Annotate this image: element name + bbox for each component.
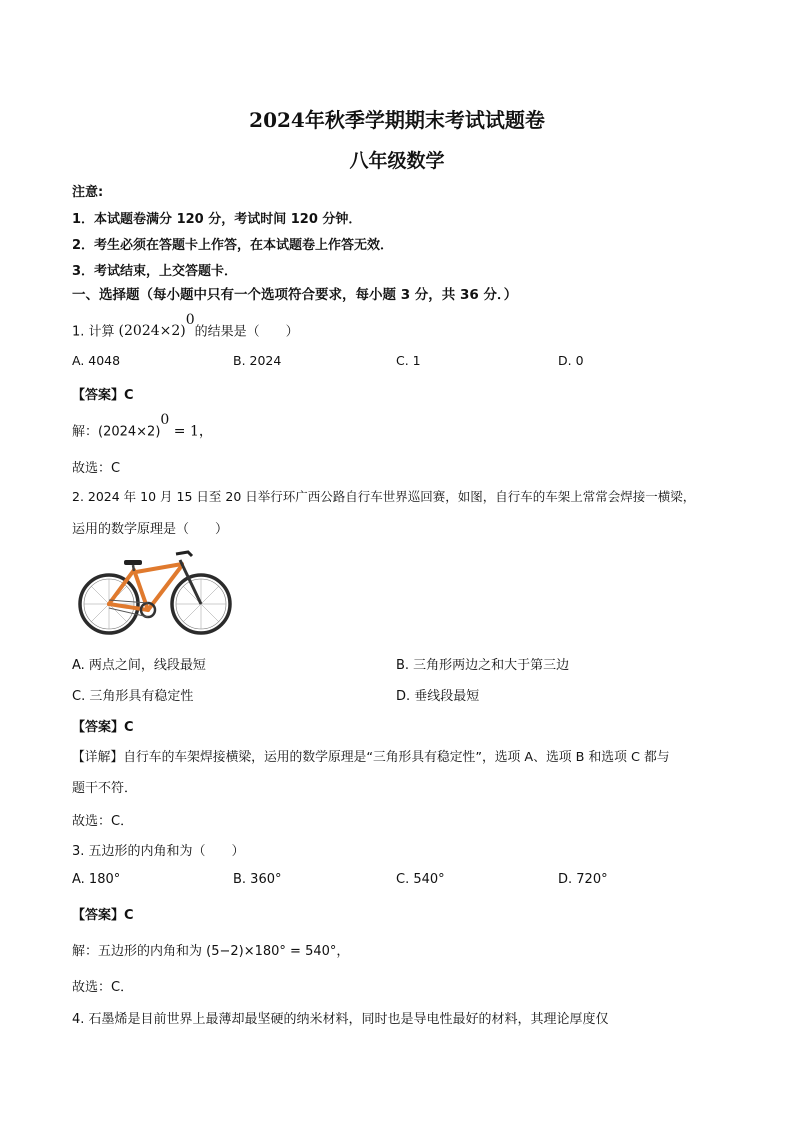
section-heading: 一、选择题（每小题中只有一个选项符合要求，每小题 3 分，共 36 分．） [72,287,518,303]
q1-option-b: B. 2024 [233,353,282,368]
notice-item-1: 1．本试题卷满分 120 分，考试时间 120 分钟． [72,212,362,227]
q3-choose: 故选：C． [72,980,134,995]
q2-option-d: D. 垂线段最短 [396,689,480,704]
q1-solution-text: 解：(2024×2) [72,424,161,440]
q1-option-d: D. 0 [558,353,584,368]
q2-answer: 【答案】C [72,720,134,735]
q1-solution [72,412,213,440]
q2-option-c: C. 三角形具有稳定性 [72,689,194,704]
q1-choose: 故选：C [72,461,121,476]
q2-detail-line1: 【详解】自行车的车架焊接横梁，运用的数学原理是“三角形具有稳定性”，选项 A、选项 B 和选项 C 都与 [72,750,670,765]
q3-option-b: B. 360° [233,872,282,887]
q1-option-c: C. 1 [396,353,421,368]
q1-solution-result: = 1， [169,423,213,440]
notice-heading: 注意: [72,185,104,200]
notice-item-3: 3．考试结束，上交答题卡． [72,264,238,279]
q3-option-c: C. 540° [396,872,445,887]
q1-answer: 【答案】C [72,388,134,403]
seat-post [133,565,134,571]
q1-prefix: 1. 计算 [72,324,115,340]
q4-stem: 4. 石墨烯是目前世界上最薄却最坚硬的纳米材料，同时也是导电性最好的材料，其理论厚度仅 [72,1012,609,1027]
page-title: 2024年秋季学期期末考试试题卷 [249,108,545,132]
q3-stem: 3. 五边形的内角和为（ ） [72,844,245,859]
q2-detail-line2: 题干不符． [72,781,138,796]
question-1 [72,312,299,340]
q2-option-b: B. 三角形两边之和大于第三边 [396,658,570,673]
q1-option-a: A. 4048 [72,353,121,368]
bicycle-image [76,546,232,636]
q3-option-d: D. 720° [558,872,608,887]
q3-solution: 解：五边形的内角和为 (5−2)×180° = 540°， [72,944,350,959]
q2-stem-line2: 运用的数学原理是（ ） [72,522,229,537]
q1-solution-exponent: 0 [160,412,170,428]
handlebar [176,552,192,556]
q2-stem-line1: 2. 2024 年 10 月 15 日至 20 日举行环广西公路自行车世界巡回赛，如图，自行车的车架上常常会焊接一横梁， [72,489,696,504]
q1-suffix: 的结果是（ ） [194,324,299,340]
page-subtitle: 八年级数学 [349,150,445,172]
q2-choose: 故选：C． [72,814,134,829]
q3-answer: 【答案】C [72,908,134,923]
q2-option-a: A. 两点之间，线段最短 [72,658,206,673]
notice-item-2: 2．考生必须在答题卡上作答，在本试题卷上作答无效． [72,238,394,253]
q1-expression: (2024×2) [118,323,186,340]
q3-option-a: A. 180° [72,872,121,887]
q1-exponent: 0 [185,312,195,328]
saddle [124,560,142,565]
